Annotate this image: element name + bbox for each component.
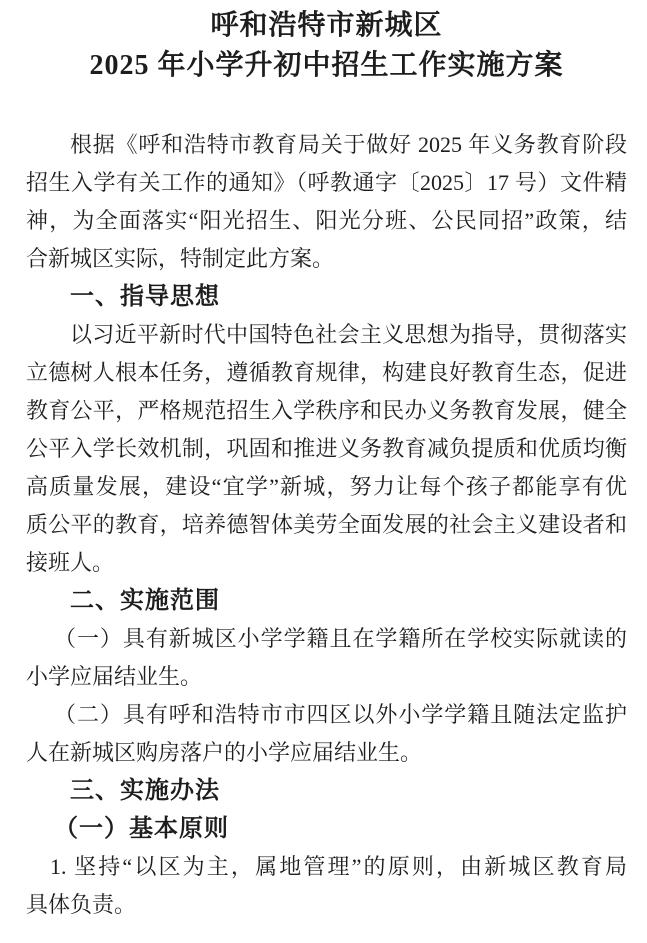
text-line: 神，为全面落实“阳光招生、阳光分班、公民同招”政策，结 xyxy=(26,208,627,233)
scope-item-2-paragraph xyxy=(26,696,627,772)
text-line: 质公平的教育，培养德智体美劳全面发展的社会主义建设者和 xyxy=(26,512,627,537)
document-title-line: 2025 年小学升初中招生工作实施方案 xyxy=(89,50,564,81)
scope-item-1-paragraph xyxy=(26,620,627,696)
text-line: 接班人。 xyxy=(26,550,115,575)
text-line: 人在新城区购房落户的小学应届结业生。 xyxy=(26,740,423,765)
text-line: （一）具有新城区小学学籍且在学籍所在学校实际就读的 xyxy=(54,626,627,651)
text-line: 教育公平，严格规范招生入学秩序和民办义务教育发展，健全 xyxy=(26,398,627,423)
section-heading-1 xyxy=(26,278,627,316)
document-title-line: 呼和浩特市新城区 xyxy=(210,10,443,41)
text-line: 小学应届结业生。 xyxy=(26,664,203,689)
text-line: 以习近平新时代中国特色社会主义思想为指导，贯彻落实 xyxy=(70,322,627,347)
text-line: 三、实施办法 xyxy=(70,777,220,804)
text-line: 1. 坚持“以区为主，属地管理”的原则，由新城区教育局 xyxy=(50,854,627,879)
document-title xyxy=(26,6,627,86)
text-line: 招生入学有关工作的通知》（呼教通字〔2025〕17 号）文件精 xyxy=(26,170,627,195)
text-line: （一）基本原则 xyxy=(54,816,229,842)
text-line: （二）具有呼和浩特市市四区以外小学学籍且随法定监护 xyxy=(54,702,627,727)
text-line: 二、实施范围 xyxy=(70,587,220,614)
section-heading-2 xyxy=(26,582,627,620)
intro-paragraph xyxy=(26,126,627,278)
text-line: 立德树人根本任务，遵循教育规律，构建良好教育生态，促进 xyxy=(26,360,627,385)
subsection-heading-basic-principles xyxy=(26,810,627,848)
section-heading-3 xyxy=(26,772,627,810)
document-body xyxy=(26,126,627,924)
text-line: 根据《呼和浩特市教育局关于做好 2025 年义务教育阶段 xyxy=(70,132,627,157)
guiding-ideology-paragraph xyxy=(26,316,627,582)
text-line: 高质量发展，建设“宜学”新城，努力让每个孩子都能享有优 xyxy=(26,474,627,499)
text-line: 一、指导思想 xyxy=(70,283,220,310)
text-line: 合新城区实际，特制定此方案。 xyxy=(26,246,335,271)
text-line: 具体负责。 xyxy=(26,892,137,917)
principle-1-paragraph xyxy=(26,848,627,924)
text-line: 公平入学长效机制，巩固和推进义务教育减负提质和优质均衡 xyxy=(26,436,627,461)
